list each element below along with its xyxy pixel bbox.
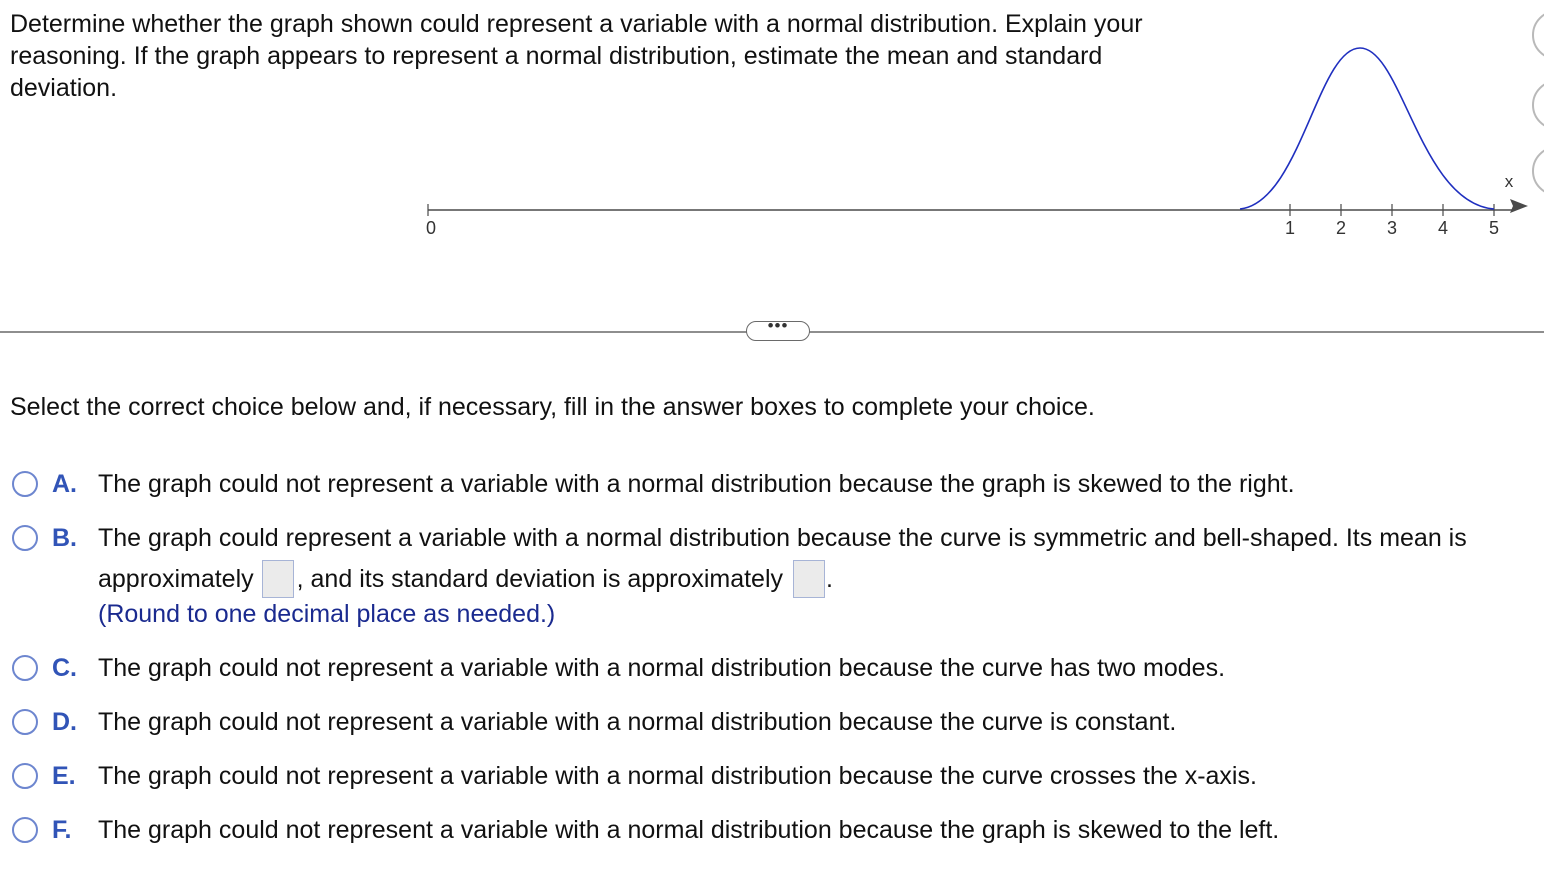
x-axis-arrow — [1510, 199, 1528, 213]
choice-b-line2 — [98, 560, 833, 598]
choice-e-text: The graph could not represent a variable with a normal distribution because the curve crosses the x-axis. — [98, 762, 1257, 790]
choice-b-approx-label: approximately — [98, 565, 254, 593]
side-tool-button-3[interactable] — [1532, 146, 1544, 196]
choice-b-period: . — [826, 565, 833, 593]
tick-label-5: 5 — [1488, 218, 1500, 238]
side-tool-button-2[interactable] — [1532, 80, 1544, 130]
question-text: Determine whether the graph shown could represent a variable with a normal distribution. Explain your reasoning. If the graph appears to represent a normal distribution, estimate the mean and standard deviation. — [10, 10, 1143, 102]
choice-f-text: The graph could not represent a variable with a normal distribution because the graph is skewed to the left. — [98, 816, 1280, 844]
expand-more-button[interactable]: ••• — [746, 321, 810, 341]
x-axis — [428, 199, 1528, 216]
x-axis-label: x — [1504, 172, 1514, 191]
radio-choice-b[interactable] — [12, 525, 38, 551]
radio-choice-d[interactable] — [12, 709, 38, 735]
choice-f-letter: F. — [52, 816, 72, 844]
tick-label-1: 1 — [1284, 218, 1296, 238]
choice-b-std-label: , and its standard deviation is approximately — [296, 565, 784, 593]
tick-label-3: 3 — [1386, 218, 1398, 238]
tick-label-0: 0 — [425, 218, 437, 238]
tick-label-2: 2 — [1335, 218, 1347, 238]
side-tool-button-1[interactable] — [1532, 10, 1544, 60]
instruction-text: Select the correct choice below and, if necessary, fill in the answer boxes to complete your choice. — [10, 393, 1095, 421]
radio-choice-a[interactable] — [12, 471, 38, 497]
choice-b-letter: B. — [52, 524, 77, 552]
radio-choice-c[interactable] — [12, 655, 38, 681]
bell-curve — [1240, 48, 1494, 209]
std-answer-box[interactable] — [793, 560, 825, 598]
choice-c-letter: C. — [52, 654, 77, 682]
mean-answer-box[interactable] — [262, 560, 294, 598]
radio-choice-e[interactable] — [12, 763, 38, 789]
choice-d-letter: D. — [52, 708, 77, 736]
choice-c-text: The graph could not represent a variable with a normal distribution because the curve has two modes. — [98, 654, 1226, 682]
choice-d-text: The graph could not represent a variable with a normal distribution because the curve is constant. — [98, 708, 1177, 736]
choice-b-text: The graph could represent a variable with a normal distribution because the curve is symmetric and bell-shaped. Its mean is — [98, 524, 1467, 552]
rounding-note: (Round to one decimal place as needed.) — [98, 600, 556, 628]
tick-label-4: 4 — [1437, 218, 1449, 238]
normal-curve-graph — [418, 44, 1530, 244]
radio-choice-f[interactable] — [12, 817, 38, 843]
choice-e-letter: E. — [52, 762, 76, 790]
choice-a-text: The graph could not represent a variable with a normal distribution because the graph is skewed to the right. — [98, 470, 1295, 498]
choice-a-letter: A. — [52, 470, 77, 498]
